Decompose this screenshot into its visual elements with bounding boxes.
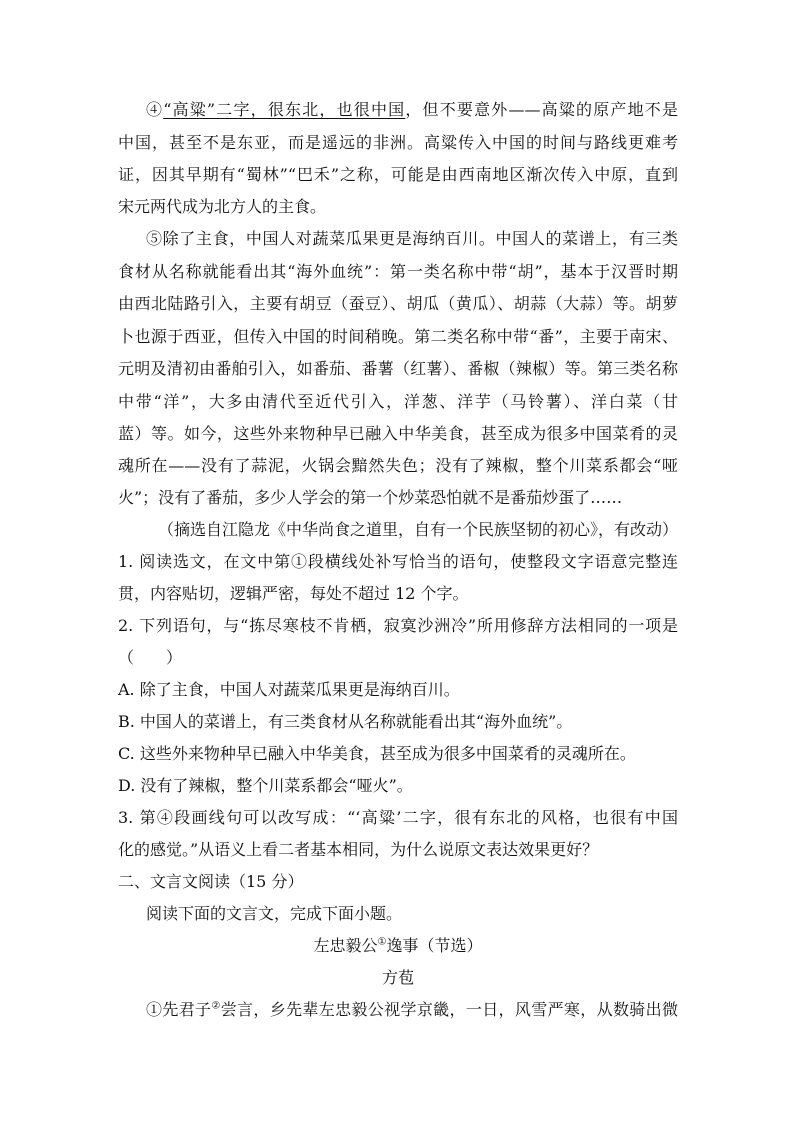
paragraph-5-line-3: 由西北陆路引入，主要有胡豆（蚕豆）、胡瓜（黄瓜）、胡蒜（大蒜）等。胡萝: [118, 294, 678, 313]
classical-instruction: 阅读下面的文言文，完成下面小题。: [146, 904, 403, 923]
footnote-marker: ②: [211, 1000, 221, 1012]
classical-text-author: 方苞: [381, 968, 414, 987]
paragraph-5-line-9: 火”；没有了番茄，多少人学会的第一个炒菜恐怕就不是番茄炒蛋了……: [118, 488, 623, 507]
footnote-marker: ①: [377, 936, 387, 948]
paragraph-5-line-6: 中带“洋”，大多由清代至近代引入，洋葱、洋芋（马铃薯）、洋白菜（甘: [118, 392, 678, 411]
paragraph-4-line-3: 证，因其早期有“蜀林”“巴禾”之称，可能是由西南地区渐次传入中原，直到: [118, 165, 678, 184]
paragraph-4-line-2: 中国，甚至不是东亚，而是遥远的非洲。高粱传入中国的时间与路线更难考: [118, 133, 678, 152]
paragraph-5-line-8: 魂所在——没有了蒜泥，火锅会黯然失色；没有了辣椒，整个川菜系都会“哑: [118, 456, 678, 475]
paragraph-5-line-7: 蓝）等。如今，这些外来物种早已融入中华美食，甚至成为很多中国菜肴的灵: [118, 424, 678, 443]
classical-text-line-1: ①先君子②尝言，乡先辈左忠毅公视学京畿，一日，风雪严寒，从数骑出微: [146, 1000, 678, 1019]
option-d: D. 没有了辣椒，整个川菜系都会“哑火”。: [118, 776, 413, 795]
paragraph-5-line-4: 卜也源于西亚，但传入中国的时间稍晚。第二类名称中带“番”，主要于南宋、: [118, 327, 678, 346]
question-1-line-2: 贯，内容贴切，逻辑严密，每处不超过 12 个字。: [118, 584, 469, 603]
option-b: B. 中国人的菜谱上，有三类食材从名称就能看出其“海外血统”。: [118, 712, 573, 731]
question-3-line-2: 化的感觉。”从语义上看二者基本相同，为什么说原文表达效果更好？: [118, 840, 599, 859]
question-1-line-1: 1. 阅读选文，在文中第①段横线处补写恰当的语句，使整段文字语意完整连: [118, 552, 678, 571]
paragraph-4-line-4: 宋元两代成为北方人的主食。: [118, 197, 327, 216]
underlined-sentence: “高粱”二字，很东北，也很中国: [163, 100, 406, 119]
question-2-answer-bracket: （ ）: [118, 648, 183, 667]
section-heading-classical-chinese: 二、文言文阅读（15 分）: [118, 872, 304, 891]
paragraph-5-line-5: 元明及清初由番舶引入，如番茄、番薯（红薯）、番椒（辣椒）等。第三类名称: [118, 359, 678, 378]
paragraph-5-line-2: 食材从名称就能看出其“海外血统”：第一类名称中带“胡”，基本于汉晋时期: [118, 262, 678, 281]
question-3-line-1: 3. 第④段画线句可以改写成：“‘高粱’二字，很有东北的风格，也很有中国: [118, 808, 678, 827]
option-a: A. 除了主食，中国人对蔬菜瓜果更是海纳百川。: [118, 680, 460, 699]
source-citation: （摘选自江隐龙《中华尚食之道里，自有一个民族坚韧的初心》，有改动）: [158, 520, 679, 539]
classical-text-title: 左忠毅公①逸事（节选）: [313, 936, 483, 955]
paragraph-4-line-1: ④“高粱”二字，很东北，也很中国，但不要意外——高粱的原产地不是: [146, 100, 678, 119]
option-c: C. 这些外来物种早已融入中华美食，甚至成为很多中国菜肴的灵魂所在。: [118, 744, 636, 763]
paragraph-5-line-1: ⑤除了主食，中国人对蔬菜瓜果更是海纳百川。中国人的菜谱上，有三类: [146, 229, 678, 248]
question-2-line-1: 2. 下列语句，与“拣尽寒枝不肯栖，寂寞沙洲冷”所用修辞方法相同的一项是: [118, 616, 678, 635]
